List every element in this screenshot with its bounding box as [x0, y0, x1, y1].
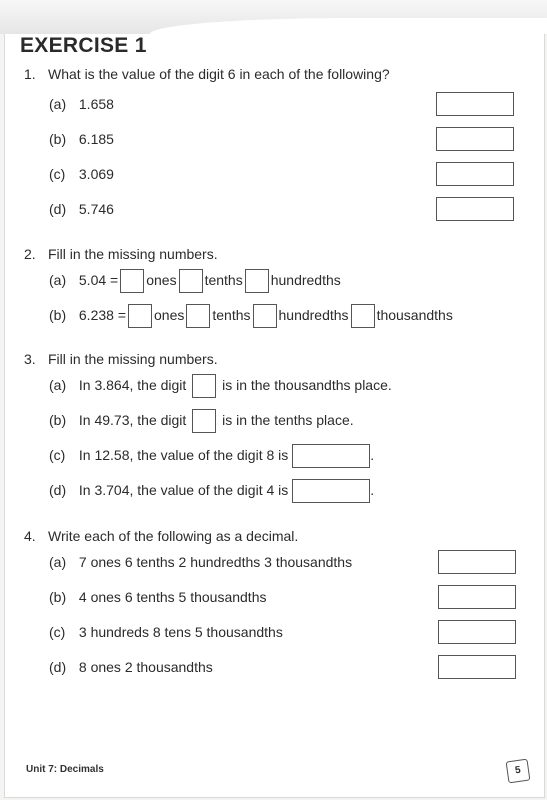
answer-box-2b-hundredths[interactable] [253, 304, 277, 328]
question-1a [49, 92, 114, 116]
answer-box-4b[interactable] [438, 585, 516, 609]
question-1b [49, 127, 114, 151]
answer-box-2b-ones[interactable] [128, 304, 152, 328]
answer-box-3d[interactable] [292, 479, 370, 503]
part-text-end: is in the thousandths place. [222, 377, 392, 393]
exercise-title: EXERCISE 1 [20, 34, 147, 57]
part-text: 5.746 [78, 201, 114, 217]
question-1d [49, 197, 114, 221]
question-1-text: What is the value of the digit 6 in each of the following? [48, 66, 390, 82]
unit-label: thousandths [376, 307, 453, 323]
answer-box-2a-tenths[interactable] [179, 269, 203, 293]
part-text: 3 hundreds 8 tens 5 thousandths [78, 624, 283, 640]
part-text: 4 ones 6 tenths 5 thousandths [78, 589, 267, 605]
unit-label: ones [154, 307, 185, 323]
page-number: 5 [506, 759, 531, 784]
part-text: In 49.73, the digit [78, 412, 187, 428]
unit-label: tenths [204, 272, 243, 288]
part-text: 6.185 [78, 131, 114, 147]
answer-box-3b[interactable] [192, 409, 216, 433]
question-3c [49, 443, 374, 468]
question-3a [49, 373, 392, 398]
question-2-text: Fill in the missing numbers. [48, 246, 218, 262]
part-text: 5.04 = [78, 272, 119, 288]
answer-box-3c[interactable] [292, 444, 370, 468]
unit-label: hundredths [270, 272, 341, 288]
answer-box-2a-ones[interactable] [120, 269, 144, 293]
part-text-end: is in the tenths place. [222, 412, 354, 428]
part-text: In 3.864, the digit [78, 377, 187, 393]
question-4-number: 4. [24, 528, 36, 544]
question-4a [49, 550, 352, 574]
answer-box-1c[interactable] [436, 162, 514, 186]
part-label: (a) [49, 272, 67, 288]
part-label: (b) [49, 412, 67, 428]
question-3-number: 3. [24, 351, 36, 367]
answer-box-1d[interactable] [436, 197, 514, 221]
question-1c [49, 162, 114, 186]
answer-box-1a[interactable] [436, 92, 514, 116]
part-label: (c) [49, 166, 66, 182]
part-label: (c) [49, 624, 66, 640]
part-label: (c) [49, 447, 66, 463]
part-label: (d) [49, 659, 67, 675]
part-text: 3.069 [78, 166, 114, 182]
part-text: 6.238 = [78, 307, 126, 323]
question-3b [49, 408, 354, 433]
answer-box-2a-hundredths[interactable] [245, 269, 269, 293]
part-label: (d) [49, 482, 67, 498]
period: . [370, 482, 375, 498]
answer-box-2b-tenths[interactable] [186, 304, 210, 328]
question-4-text: Write each of the following as a decimal. [48, 528, 299, 544]
part-label: (b) [49, 131, 67, 147]
part-label: (a) [49, 554, 67, 570]
question-2 [24, 246, 218, 262]
part-text: 7 ones 6 tenths 2 hundredths 3 thousandths [78, 554, 353, 570]
part-label: (b) [49, 589, 67, 605]
part-text: 1.658 [78, 96, 114, 112]
answer-box-1b[interactable] [436, 127, 514, 151]
question-2a [49, 268, 341, 293]
answer-box-2b-thousandths[interactable] [351, 304, 375, 328]
part-text: In 12.58, the value of the digit 8 is [78, 447, 289, 463]
part-label: (d) [49, 201, 67, 217]
answer-box-4a[interactable] [438, 550, 516, 574]
unit-label: ones [146, 272, 177, 288]
period: . [370, 447, 375, 463]
part-label: (b) [49, 307, 67, 323]
part-text: In 3.704, the value of the digit 4 is [78, 482, 289, 498]
question-2-number: 2. [24, 246, 36, 262]
answer-box-4c[interactable] [438, 620, 516, 644]
unit-label: hundredths [278, 307, 349, 323]
question-1 [24, 66, 390, 82]
question-3-text: Fill in the missing numbers. [48, 351, 218, 367]
question-4b [49, 585, 266, 609]
question-4d [49, 655, 213, 679]
question-4 [24, 528, 298, 544]
question-2b [49, 303, 453, 328]
question-3d [49, 478, 374, 503]
unit-label: tenths [212, 307, 251, 323]
question-3 [24, 351, 218, 367]
question-4c [49, 620, 283, 644]
question-1-number: 1. [24, 66, 36, 82]
answer-box-3a[interactable] [192, 374, 216, 398]
part-text: 8 ones 2 thousandths [78, 659, 213, 675]
footer-unit-label: Unit 7: Decimals [26, 764, 104, 775]
part-label: (a) [49, 377, 67, 393]
part-label: (a) [49, 96, 67, 112]
answer-box-4d[interactable] [438, 655, 516, 679]
